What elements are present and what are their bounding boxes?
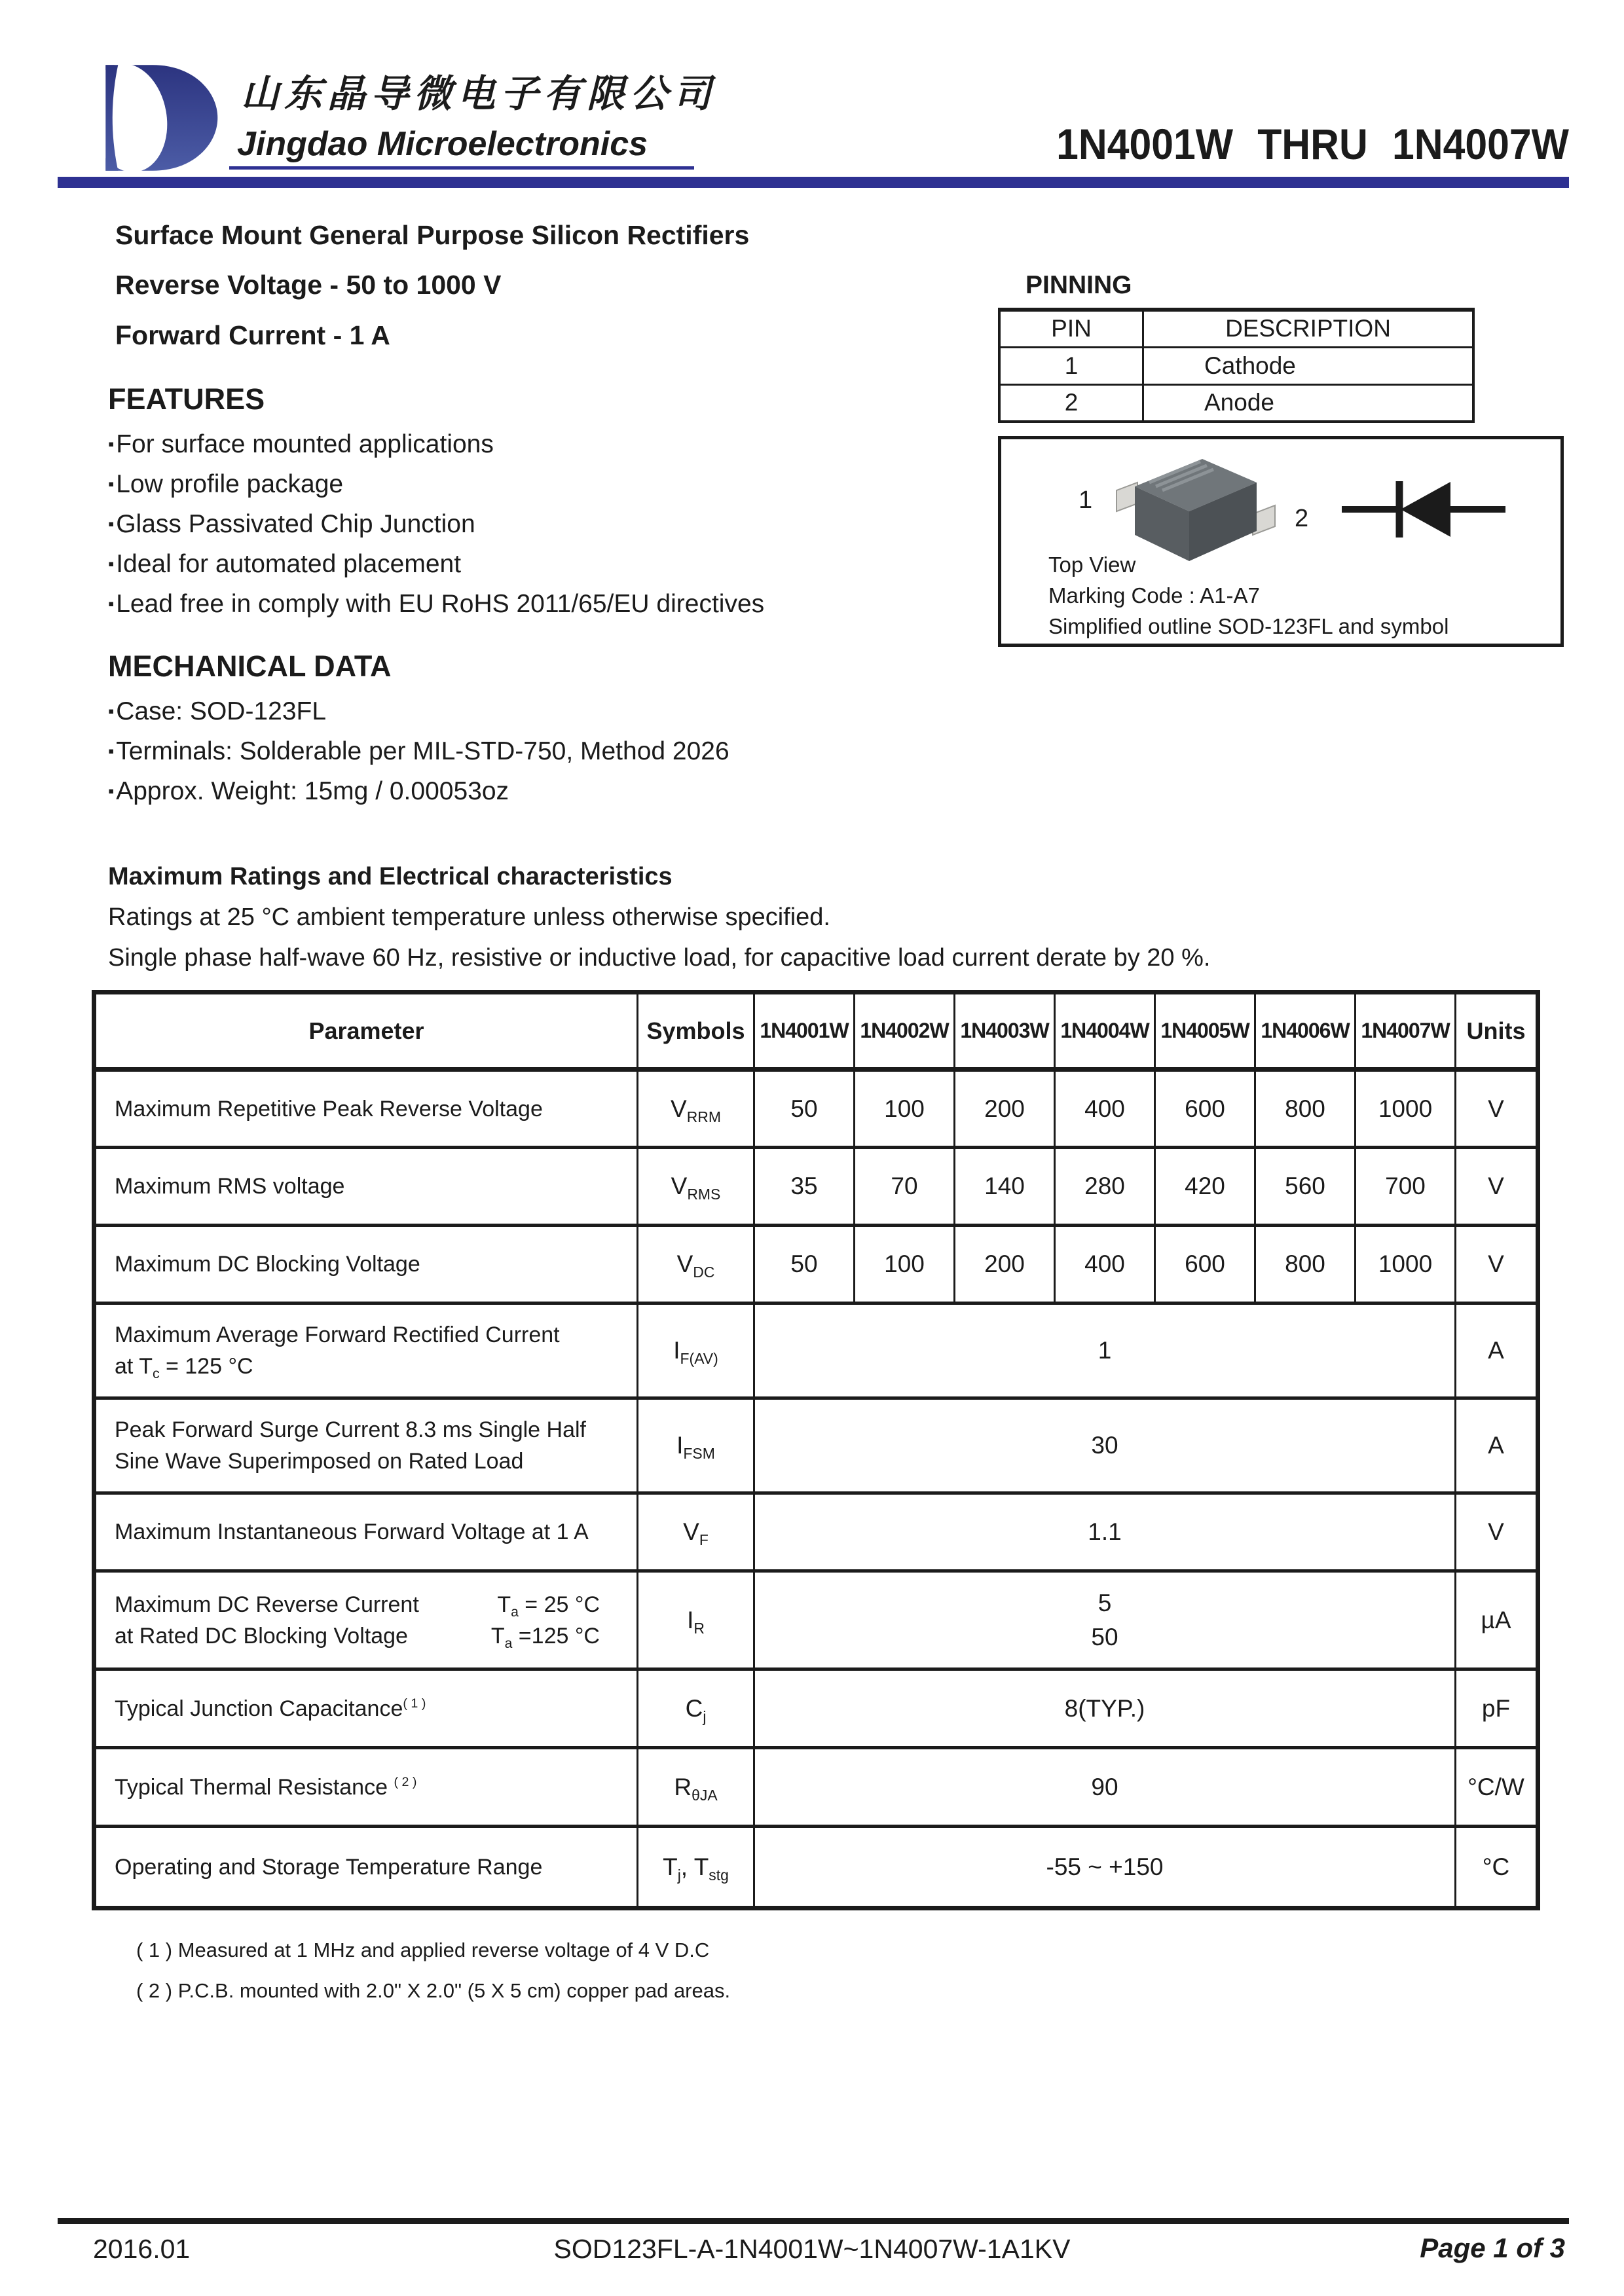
footnote: ( 1 ) Measured at 1 MHz and applied reverse voltage of 4 V D.C [136, 1939, 710, 1961]
ratings-row [94, 1571, 1538, 1669]
symbol-cell: $T_j$, $T_{stg}$ [638, 1827, 754, 1908]
square-bullet-icon: ▪ [108, 741, 115, 761]
pinning-title: PINNING [1025, 271, 1132, 299]
ratings-header-1n4004w: 1N4004W [1055, 993, 1155, 1070]
value-cell: 140 [955, 1148, 1055, 1226]
symbol-cell: $I_{FSM}$ [638, 1398, 754, 1493]
ratings-row [94, 1070, 1538, 1148]
feature-item-label: Glass Passivated Chip Junction [116, 510, 475, 538]
param-cell: Maximum RMS voltage [94, 1148, 638, 1226]
symbol-cell: $V_F$ [638, 1493, 754, 1571]
company-underline [229, 166, 694, 170]
unit-cell: V [1456, 1226, 1538, 1303]
value-cell-span: 1 [754, 1303, 1456, 1398]
feature-item [108, 424, 764, 464]
feature-item [108, 584, 764, 624]
feature-item-label: Low profile package [116, 470, 344, 498]
param-cell: Operating and Storage Temperature Range [94, 1827, 638, 1908]
square-bullet-icon: ▪ [108, 554, 115, 574]
pin-table-row [999, 384, 1473, 422]
pin-table-header: PIN [999, 310, 1143, 347]
value-cell-span: 90 [754, 1748, 1456, 1827]
features-title: FEATURES [108, 382, 265, 416]
mechanical-title: MECHANICAL DATA [108, 649, 392, 683]
ratings-header-symbols: Symbols [638, 993, 754, 1070]
value-cell: 700 [1356, 1148, 1456, 1226]
subtitle-forward-current: Forward Current - 1 A [115, 320, 390, 350]
value-cell-span: 5 50 [754, 1571, 1456, 1669]
pin-table-header: DESCRIPTION [1143, 310, 1474, 347]
ratings-header-1n4003w: 1N4003W [955, 993, 1055, 1070]
ratings-table [92, 990, 1540, 1910]
features-list [108, 424, 764, 624]
mechanical-item-label: Terminals: Solderable per MIL-STD-750, Method 2026 [116, 737, 729, 765]
ratings-header-1n4007w: 1N4007W [1356, 993, 1456, 1070]
square-bullet-icon: ▪ [108, 701, 115, 721]
footnotes [136, 1930, 730, 2011]
param-cell: Maximum Average Forward Rectified Current at $T_c = 125$ °C [94, 1303, 638, 1398]
feature-item [108, 504, 764, 544]
footer-rule [58, 2218, 1569, 2224]
ratings-row [94, 1669, 1538, 1748]
value-cell: 600 [1155, 1070, 1255, 1148]
value-cell: 100 [855, 1070, 955, 1148]
pin-table [998, 308, 1475, 423]
symbol-cell: $V_{RRM}$ [638, 1070, 754, 1148]
ratings-row [94, 1226, 1538, 1303]
value-cell: 800 [1255, 1070, 1356, 1148]
ratings-header-1n4005w: 1N4005W [1155, 993, 1255, 1070]
value-cell-span: 8(TYP.) [754, 1669, 1456, 1748]
value-cell: 35 [754, 1148, 855, 1226]
symbol-cell: $V_{DC}$ [638, 1226, 754, 1303]
ratings-row [94, 1827, 1538, 1908]
ratings-title: Maximum Ratings and Electrical characteristics [108, 863, 673, 890]
feature-item [108, 464, 764, 504]
header-rule [58, 177, 1569, 188]
value-cell: 280 [1055, 1148, 1155, 1226]
value-cell: 400 [1055, 1070, 1155, 1148]
footer-page-number: Page 1 of 3 [1420, 2232, 1565, 2263]
footer-doc-code: SOD123FL-A-1N4001W~1N4007W-1A1KV [553, 2234, 1071, 2264]
ratings-note-2: Single phase half-wave 60 Hz, resistive or inductive load, for capacitive load current derate by 20 %. [108, 944, 1211, 972]
pin2-label: 2 [1295, 505, 1309, 532]
ratings-header-units: Units [1456, 993, 1538, 1070]
ratings-table-grid [92, 990, 1540, 1910]
value-cell: 600 [1155, 1226, 1255, 1303]
symbol-cell: $V_{RMS}$ [638, 1148, 754, 1226]
pin-table-cell: 2 [999, 384, 1143, 422]
footnote: ( 2 ) P.C.B. mounted with 2.0" X 2.0" (5 X 5 cm) copper pad areas. [136, 1979, 731, 2002]
package-outline-box [998, 436, 1564, 647]
ratings-header-parameter: Parameter [94, 993, 638, 1070]
subtitle-rectifiers: Surface Mount General Purpose Silicon Rectifiers [115, 220, 750, 250]
pin-table-cell: Anode [1143, 384, 1474, 422]
param-cell: Peak Forward Surge Current 8.3 ms Single Half Sine Wave Superimposed on Rated Load [94, 1398, 638, 1493]
feature-item-label: Ideal for automated placement [116, 550, 462, 578]
value-cell: 1000 [1356, 1226, 1456, 1303]
caption-marking-code: Marking Code : A1-A7 [1048, 583, 1260, 608]
unit-cell: °C [1456, 1827, 1538, 1908]
unit-cell: A [1456, 1398, 1538, 1493]
ratings-row [94, 1398, 1538, 1493]
param-cell: Typical Thermal Resistance $^{( 2 )}$ [94, 1748, 638, 1827]
caption-top-view: Top View [1048, 553, 1136, 577]
mechanical-item [108, 691, 729, 731]
pin1-label: 1 [1079, 486, 1093, 514]
symbol-cell: $R_{\theta JA}$ [638, 1748, 754, 1827]
value-cell: 1000 [1356, 1070, 1456, 1148]
value-cell-span: -55 ~ +150 [754, 1827, 1456, 1908]
part-number-title: 1N4001W THRU 1N4007W [1056, 120, 1569, 168]
feature-item [108, 544, 764, 584]
square-bullet-icon: ▪ [108, 474, 115, 494]
square-bullet-icon: ▪ [108, 594, 115, 613]
ratings-row [94, 1493, 1538, 1571]
param-cell: Maximum Instantaneous Forward Voltage at 1 A [94, 1493, 638, 1571]
value-cell: 100 [855, 1226, 955, 1303]
ratings-row [94, 1303, 1538, 1398]
square-bullet-icon: ▪ [108, 514, 115, 534]
company-logo [97, 60, 221, 175]
value-cell: 70 [855, 1148, 955, 1226]
ratings-row [94, 1148, 1538, 1226]
ratings-header-1n4002w: 1N4002W [855, 993, 955, 1070]
diode-symbol-icon [1342, 473, 1505, 549]
mechanical-item-label: Case: SOD-123FL [116, 697, 327, 725]
square-bullet-icon: ▪ [108, 781, 115, 801]
value-cell: 50 [754, 1226, 855, 1303]
param-cell: Maximum DC Reverse Current $T_a = 25$ °C at Rated DC Blocking Voltage $T_a =125$ °C [94, 1571, 638, 1669]
feature-item-label: Lead free in comply with EU RoHS 2011/65/EU directives [116, 590, 765, 618]
pin-table-cell: Cathode [1143, 347, 1474, 384]
ratings-header-1n4006w: 1N4006W [1255, 993, 1356, 1070]
unit-cell: µA [1456, 1571, 1538, 1669]
package-captions [1048, 549, 1449, 642]
param-cell: Maximum Repetitive Peak Reverse Voltage [94, 1070, 638, 1148]
value-cell: 400 [1055, 1226, 1155, 1303]
symbol-cell: $I_{F(AV)}$ [638, 1303, 754, 1398]
company-name-chinese: 山东晶导微电子有限公司 [241, 73, 717, 115]
value-cell: 560 [1255, 1148, 1356, 1226]
value-cell: 50 [754, 1070, 855, 1148]
pin-table-row [999, 347, 1473, 384]
value-cell: 200 [955, 1226, 1055, 1303]
unit-cell: A [1456, 1303, 1538, 1398]
value-cell: 200 [955, 1070, 1055, 1148]
value-cell-span: 30 [754, 1398, 1456, 1493]
mechanical-list [108, 691, 729, 811]
param-cell: Typical Junction Capacitance$^{( 1 )}$ [94, 1669, 638, 1748]
caption-outline: Simplified outline SOD-123FL and symbol [1048, 614, 1449, 638]
subtitle-reverse-voltage: Reverse Voltage - 50 to 1000 V [115, 270, 502, 300]
unit-cell: °C/W [1456, 1748, 1538, 1827]
value-cell-span: 1.1 [754, 1493, 1456, 1571]
feature-item-label: For surface mounted applications [116, 430, 494, 458]
ratings-row [94, 1748, 1538, 1827]
mechanical-item [108, 731, 729, 771]
pin-table-cell: 1 [999, 347, 1143, 384]
unit-cell: V [1456, 1493, 1538, 1571]
footer-date: 2016.01 [93, 2234, 191, 2264]
symbol-cell: $I_R$ [638, 1571, 754, 1669]
ratings-header-1n4001w: 1N4001W [754, 993, 855, 1070]
param-cell: Maximum DC Blocking Voltage [94, 1226, 638, 1303]
ratings-note-1: Ratings at 25 °C ambient temperature unless otherwise specified. [108, 903, 830, 931]
company-name-english: Jingdao Microelectronics [237, 125, 648, 163]
mechanical-item-label: Approx. Weight: 15mg / 0.00053oz [116, 777, 509, 805]
unit-cell: pF [1456, 1669, 1538, 1748]
pinning-table [998, 308, 1475, 423]
unit-cell: V [1456, 1070, 1538, 1148]
unit-cell: V [1456, 1148, 1538, 1226]
value-cell: 800 [1255, 1226, 1356, 1303]
square-bullet-icon: ▪ [108, 434, 115, 454]
symbol-cell: $C_j$ [638, 1669, 754, 1748]
value-cell: 420 [1155, 1148, 1255, 1226]
mechanical-item [108, 771, 729, 811]
